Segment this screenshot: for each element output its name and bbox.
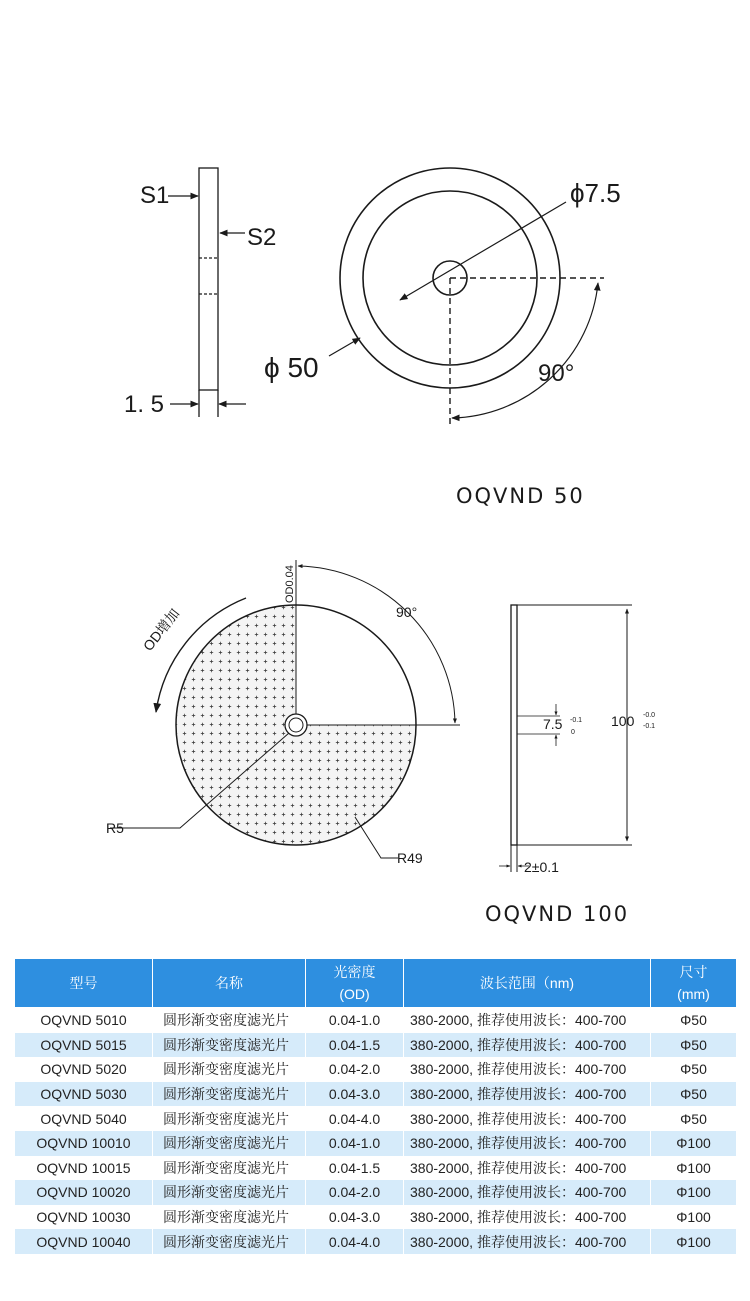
cell-od: 0.04-3.0 (306, 1205, 404, 1230)
cell-od: 0.04-4.0 (306, 1106, 404, 1131)
cell-size: Φ50 (651, 1106, 737, 1131)
table-row (15, 1057, 737, 1082)
table-row (15, 1229, 737, 1254)
hole-tol-upper: -0.1 (570, 717, 583, 724)
cell-name: 圆形渐变密度滤光片 (153, 1057, 306, 1082)
cell-name: 圆形渐变密度滤光片 (153, 1008, 306, 1033)
hole-label: 7.5 (543, 716, 563, 732)
cell-model: OQVND 10010 (15, 1131, 153, 1156)
cell-size: Φ100 (651, 1156, 737, 1181)
cell-model: OQVND 10040 (15, 1229, 153, 1254)
cell-name: 圆形渐变密度滤光片 (153, 1229, 306, 1254)
cell-name: 圆形渐变密度滤光片 (153, 1156, 306, 1181)
hole-tol-lower: 0 (571, 729, 575, 736)
cell-size: Φ50 (651, 1057, 737, 1082)
cell-model: OQVND 5015 (15, 1033, 153, 1058)
table-row (15, 1131, 737, 1156)
cell-wavelength: 380-2000, 推荐使用波长：400-700 (404, 1205, 651, 1230)
size-label: 100 (611, 713, 635, 729)
angle-label: 90° (538, 360, 575, 387)
header-od: 光密度 (OD) (306, 959, 404, 1008)
cell-size: Φ50 (651, 1082, 737, 1107)
header-wavelength: 波长范围（nm) (404, 959, 651, 1008)
angle-reference-lines (450, 278, 604, 428)
cell-size: Φ50 (651, 1008, 737, 1033)
cell-size: Φ50 (651, 1033, 737, 1058)
cell-wavelength: 380-2000, 推荐使用波长：400-700 (404, 1106, 651, 1131)
cell-size: Φ100 (651, 1180, 737, 1205)
r49-label: R49 (397, 850, 423, 866)
cell-model: OQVND 5030 (15, 1082, 153, 1107)
cell-od: 0.04-3.0 (306, 1082, 404, 1107)
table-row (15, 1180, 737, 1205)
table-row (15, 1033, 737, 1058)
cell-od: 0.04-1.5 (306, 1156, 404, 1181)
cell-od: 0.04-4.0 (306, 1229, 404, 1254)
cell-name: 圆形渐变密度滤光片 (153, 1205, 306, 1230)
center-hole-inner (289, 718, 303, 732)
cell-wavelength: 380-2000, 推荐使用波长：400-700 (404, 1229, 651, 1254)
table-row (15, 1156, 737, 1181)
phi-outer-label: ϕ 50 (264, 352, 319, 383)
r5-label: R5 (106, 820, 124, 836)
cell-model: OQVND 5010 (15, 1008, 153, 1033)
od-increase-label: OD增加 (139, 605, 183, 654)
cell-wavelength: 380-2000, 推荐使用波长：400-700 (404, 1008, 651, 1033)
thickness-label: 1. 5 (124, 391, 165, 418)
header-size: 尺寸 (mm) (651, 959, 737, 1008)
drawing-oqvnd-50 (124, 168, 621, 508)
cell-name: 圆形渐变密度滤光片 (153, 1106, 306, 1131)
table-row (15, 1008, 737, 1033)
spec-table (14, 958, 737, 1254)
size-tol-upper: -0.0 (643, 712, 656, 719)
caption-oqvnd-50: OQVND 50 (456, 484, 585, 508)
side-view-100 (511, 605, 632, 872)
cell-size: Φ100 (651, 1205, 737, 1230)
s1-label: S1 (140, 182, 170, 209)
cell-name: 圆形渐变密度滤光片 (153, 1131, 306, 1156)
angle-arc (298, 566, 455, 723)
size-tol-lower: -0.1 (643, 723, 656, 730)
cell-name: 圆形渐变密度滤光片 (153, 1082, 306, 1107)
cell-size: Φ100 (651, 1131, 737, 1156)
phi-outer-leader (329, 338, 360, 356)
od-start-label: OD0.04 (284, 565, 296, 603)
s2-label: S2 (247, 224, 277, 251)
cell-wavelength: 380-2000, 推荐使用波长：400-700 (404, 1082, 651, 1107)
angle-label: 90° (396, 604, 418, 620)
cell-model: OQVND 5040 (15, 1106, 153, 1131)
table-header-row (15, 959, 737, 1008)
cell-name: 圆形渐变密度滤光片 (153, 1033, 306, 1058)
cell-od: 0.04-2.0 (306, 1180, 404, 1205)
cell-size: Φ100 (651, 1229, 737, 1254)
cell-wavelength: 380-2000, 推荐使用波长：400-700 (404, 1057, 651, 1082)
table-row (15, 1205, 737, 1230)
cell-od: 0.04-1.0 (306, 1131, 404, 1156)
table-row (15, 1106, 737, 1131)
cell-wavelength: 380-2000, 推荐使用波长：400-700 (404, 1033, 651, 1058)
cell-model: OQVND 10030 (15, 1205, 153, 1230)
drawing-oqvnd-100 (106, 560, 655, 926)
table-row (15, 1082, 737, 1107)
phi-inner-leader (400, 202, 566, 300)
cell-wavelength: 380-2000, 推荐使用波长：400-700 (404, 1131, 651, 1156)
cell-wavelength: 380-2000, 推荐使用波长：400-700 (404, 1156, 651, 1181)
side-view (199, 168, 218, 417)
thickness-label: 2±0.1 (524, 859, 559, 875)
cell-model: OQVND 10020 (15, 1180, 153, 1205)
cell-model: OQVND 10015 (15, 1156, 153, 1181)
cell-wavelength: 380-2000, 推荐使用波长：400-700 (404, 1180, 651, 1205)
cell-od: 0.04-2.0 (306, 1057, 404, 1082)
cell-name: 圆形渐变密度滤光片 (153, 1180, 306, 1205)
angle-arc (452, 283, 598, 418)
header-name: 名称 (153, 959, 306, 1008)
cell-model: OQVND 5020 (15, 1057, 153, 1082)
cell-od: 0.04-1.5 (306, 1033, 404, 1058)
caption-oqvnd-100: OQVND 100 (485, 902, 630, 926)
phi-inner-label: ϕ7.5 (570, 178, 621, 208)
header-model: 型号 (15, 959, 153, 1008)
cell-od: 0.04-1.0 (306, 1008, 404, 1033)
